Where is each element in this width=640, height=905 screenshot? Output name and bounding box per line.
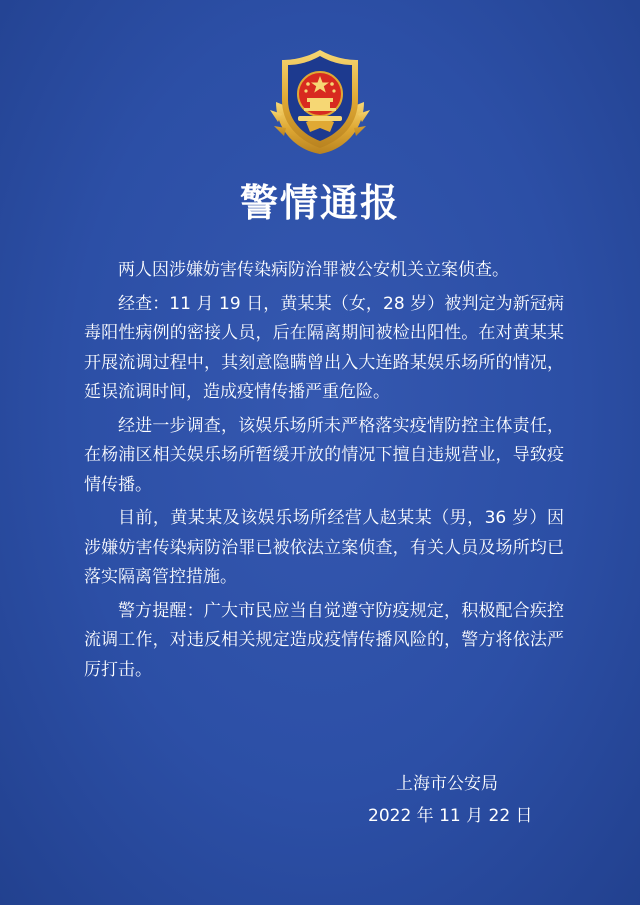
paragraph-police-reminder: 警方提醒：广大市民应当自觉遵守防疫规定，积极配合疾控流调工作，对违反相关规定造成疫情传播风险的，警方将依法严厉打击。 (84, 600, 564, 680)
paragraph-investigation: 经查：11 月 19 日，黄某某（女，28 岁）被判定为新冠病毒阳性病例的密接人员，后在隔离期间被检出阳性。在对黄某某开展流调过程中，其刻意隐瞒曾出入大连路某娱乐场所的情况，延误流调时间，造成疫情传播严重危险。 (84, 293, 564, 402)
paragraph-current-status: 目前，黄某某及该娱乐场所经营人赵某某（男，36 岁）因涉嫌妨害传染病防治罪已被依法立案侦查，有关人员及场所均已落实隔离管控措施。 (84, 508, 564, 587)
notice-body (84, 256, 564, 689)
paragraph-summary: 两人因涉嫌妨害传染病防治罪被公安机关立案侦查。 (118, 260, 509, 280)
signature-date: 2022 年 11 月 22 日 (368, 806, 533, 826)
paragraph-further-investigation: 经进一步调查，该娱乐场所未严格落实疫情防控主体责任，在杨浦区相关娱乐场所暂缓开放的情况下擅自违规营业，导致疫情传播。 (84, 415, 564, 495)
page-title: 警情通报 (239, 181, 400, 225)
police-emblem-icon (262, 44, 378, 160)
signature-organization: 上海市公安局 (396, 774, 498, 794)
